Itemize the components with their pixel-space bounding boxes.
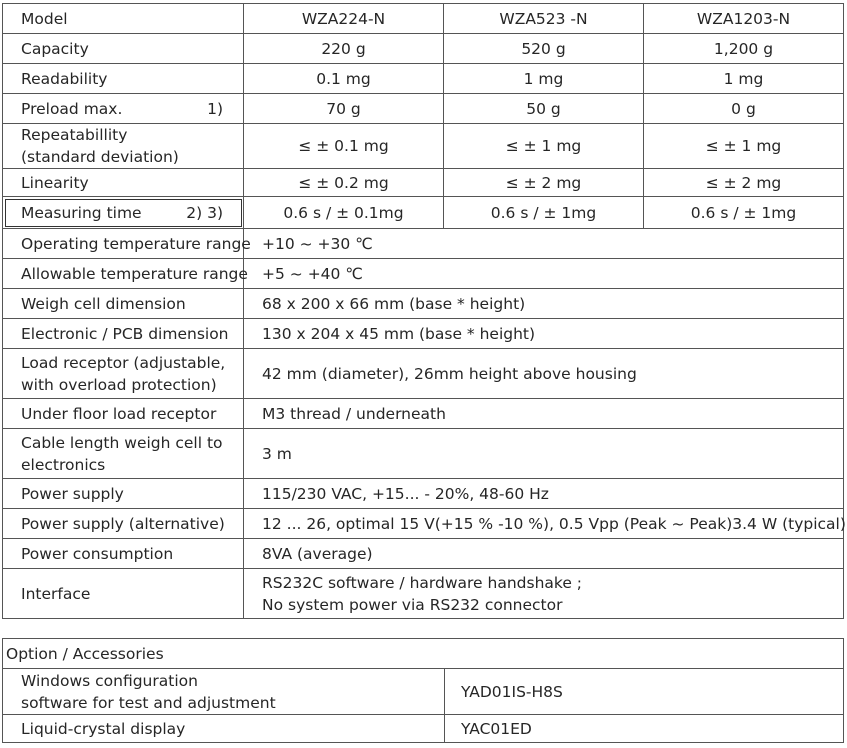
header-model: WZA523 -N bbox=[444, 4, 644, 34]
row-label: Interface bbox=[3, 569, 244, 619]
cell-value: 0.6 s / ± 1mg bbox=[444, 197, 644, 229]
cell-value-cell bbox=[244, 569, 844, 619]
cell-value: 3 m bbox=[244, 429, 844, 479]
cell-value: +5 ~ +40 ℃ bbox=[244, 259, 844, 289]
table-row bbox=[3, 169, 844, 197]
cell-value: 130 x 204 x 45 mm (base * height) bbox=[244, 319, 844, 349]
table-row bbox=[3, 259, 844, 289]
row-label: Operating temperature range bbox=[3, 229, 244, 259]
row-label: Power supply bbox=[3, 479, 244, 509]
row-label: Under floor load receptor bbox=[3, 399, 244, 429]
table-row bbox=[3, 429, 844, 479]
cell-value: 50 g bbox=[444, 94, 644, 124]
options-title: Option / Accessories bbox=[3, 639, 844, 669]
cell-value: RS232C software / hardware handshake ; bbox=[262, 573, 583, 592]
cell-value: YAD01IS-H8S bbox=[445, 669, 844, 715]
table-row bbox=[3, 4, 844, 34]
header-model: WZA1203-N bbox=[644, 4, 844, 34]
cell-value: ≤ ± 0.2 mg bbox=[244, 169, 444, 197]
row-label: Liquid-crystal display bbox=[3, 715, 445, 743]
row-label-cell bbox=[3, 669, 445, 715]
options-table bbox=[2, 638, 844, 743]
row-label-cell bbox=[3, 124, 244, 169]
row-label-cell bbox=[3, 197, 244, 229]
cell-value: ≤ ± 0.1 mg bbox=[244, 124, 444, 169]
row-label-line2: software for test and adjustment bbox=[21, 693, 276, 712]
row-label: Load receptor (adjustable, bbox=[21, 353, 226, 372]
cell-value: 68 x 200 x 66 mm (base * height) bbox=[244, 289, 844, 319]
row-label: Windows configuration bbox=[21, 671, 198, 690]
table-row bbox=[3, 34, 844, 64]
row-label: Cable length weigh cell to bbox=[21, 433, 223, 452]
table-row bbox=[3, 669, 844, 715]
table-row bbox=[3, 509, 844, 539]
table-row bbox=[3, 639, 844, 669]
table-row bbox=[3, 94, 844, 124]
cell-value: 1 mg bbox=[444, 64, 644, 94]
cell-value-line2: No system power via RS232 connector bbox=[262, 595, 563, 614]
cell-value: 1,200 g bbox=[644, 34, 844, 64]
header-model: WZA224-N bbox=[244, 4, 444, 34]
row-label-line2: electronics bbox=[21, 455, 106, 474]
row-label: Power consumption bbox=[3, 539, 244, 569]
cell-value: 1 mg bbox=[644, 64, 844, 94]
table-row bbox=[3, 479, 844, 509]
row-label-cell bbox=[3, 94, 244, 124]
cell-value: 220 g bbox=[244, 34, 444, 64]
cell-value: 42 mm (diameter), 26mm height above housing bbox=[244, 349, 844, 399]
row-label-line2: (standard deviation) bbox=[21, 148, 179, 166]
row-label: Repeatabillity bbox=[21, 126, 128, 144]
cell-value: +10 ~ +30 ℃ bbox=[244, 229, 844, 259]
row-label: Capacity bbox=[3, 34, 244, 64]
row-label-cell bbox=[3, 349, 244, 399]
cell-value: 520 g bbox=[444, 34, 644, 64]
table-row bbox=[3, 64, 844, 94]
table-row bbox=[3, 715, 844, 743]
table-row bbox=[3, 197, 844, 229]
row-label: Readability bbox=[3, 64, 244, 94]
table-row bbox=[3, 289, 844, 319]
cell-value: 8VA (average) bbox=[244, 539, 844, 569]
header-model-label: Model bbox=[3, 4, 244, 34]
cell-value: ≤ ± 1 mg bbox=[644, 124, 844, 169]
row-label: Measuring time bbox=[21, 203, 142, 222]
footnote-ref: 1) bbox=[207, 99, 223, 118]
table-row bbox=[3, 349, 844, 399]
table-row bbox=[3, 124, 844, 169]
row-label: Power supply (alternative) bbox=[3, 509, 244, 539]
specification-table bbox=[2, 3, 844, 619]
cell-value: 70 g bbox=[244, 94, 444, 124]
cell-value: 0.6 s / ± 0.1mg bbox=[244, 197, 444, 229]
cell-value: 12 ... 26, optimal 15 V(+15 % -10 %), 0.5 Vpp (Peak ~ Peak)3.4 W (typical) bbox=[244, 509, 844, 539]
row-label: Electronic / PCB dimension bbox=[3, 319, 244, 349]
cell-value: 0.6 s / ± 1mg bbox=[644, 197, 844, 229]
cell-value: M3 thread / underneath bbox=[244, 399, 844, 429]
row-label-cell bbox=[3, 429, 244, 479]
cell-value: ≤ ± 2 mg bbox=[444, 169, 644, 197]
cell-value: 0 g bbox=[644, 94, 844, 124]
cell-value: 115/230 VAC, +15... - 20%, 48-60 Hz bbox=[244, 479, 844, 509]
table-row bbox=[3, 319, 844, 349]
row-label: Preload max. bbox=[21, 99, 123, 118]
cell-value: 0.1 mg bbox=[244, 64, 444, 94]
row-label-line2: with overload protection) bbox=[21, 375, 217, 394]
row-label: Allowable temperature range bbox=[3, 259, 244, 289]
row-label: Weigh cell dimension bbox=[3, 289, 244, 319]
cell-value: ≤ ± 2 mg bbox=[644, 169, 844, 197]
cell-value: ≤ ± 1 mg bbox=[444, 124, 644, 169]
table-row bbox=[3, 569, 844, 619]
table-row bbox=[3, 399, 844, 429]
cell-value: YAC01ED bbox=[445, 715, 844, 743]
table-row bbox=[3, 229, 844, 259]
table-row bbox=[3, 539, 844, 569]
row-label: Linearity bbox=[3, 169, 244, 197]
footnote-ref: 2) 3) bbox=[186, 203, 223, 222]
